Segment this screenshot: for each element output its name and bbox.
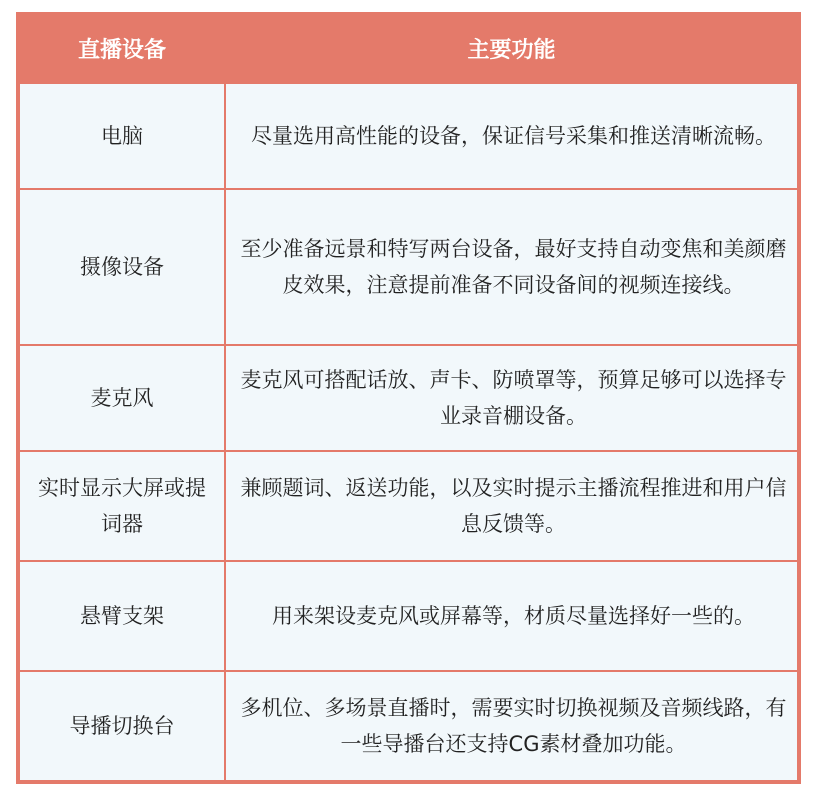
header-function: 主要功能 (225, 14, 798, 83)
function-cell: 多机位、多场景直播时，需要实时切换视频及音频线路，有一些导播台还支持CG素材叠加功能。 (225, 671, 798, 781)
device-cell: 实时显示大屏或提词器 (19, 451, 225, 561)
table-row (19, 83, 798, 189)
device-cell: 导播切换台 (19, 671, 225, 781)
table-row (19, 345, 798, 451)
function-cell: 用来架设麦克风或屏幕等，材质尽量选择好一些的。 (225, 561, 798, 671)
device-cell: 摄像设备 (19, 189, 225, 345)
device-cell: 电脑 (19, 83, 225, 189)
equipment-table-container (16, 12, 801, 784)
equipment-table (18, 14, 799, 782)
table-header-row (19, 14, 798, 83)
function-cell: 麦克风可搭配话放、声卡、防喷罩等，预算足够可以选择专业录音棚设备。 (225, 345, 798, 451)
device-cell: 麦克风 (19, 345, 225, 451)
table-row (19, 671, 798, 781)
function-cell: 至少准备远景和特写两台设备，最好支持自动变焦和美颜磨皮效果，注意提前准备不同设备间的视频连接线。 (225, 189, 798, 345)
function-cell: 兼顾题词、返送功能，以及实时提示主播流程推进和用户信息反馈等。 (225, 451, 798, 561)
function-cell: 尽量选用高性能的设备，保证信号采集和推送清晰流畅。 (225, 83, 798, 189)
table-row (19, 451, 798, 561)
header-device: 直播设备 (19, 14, 225, 83)
table-row (19, 561, 798, 671)
table-row (19, 189, 798, 345)
device-cell: 悬臂支架 (19, 561, 225, 671)
